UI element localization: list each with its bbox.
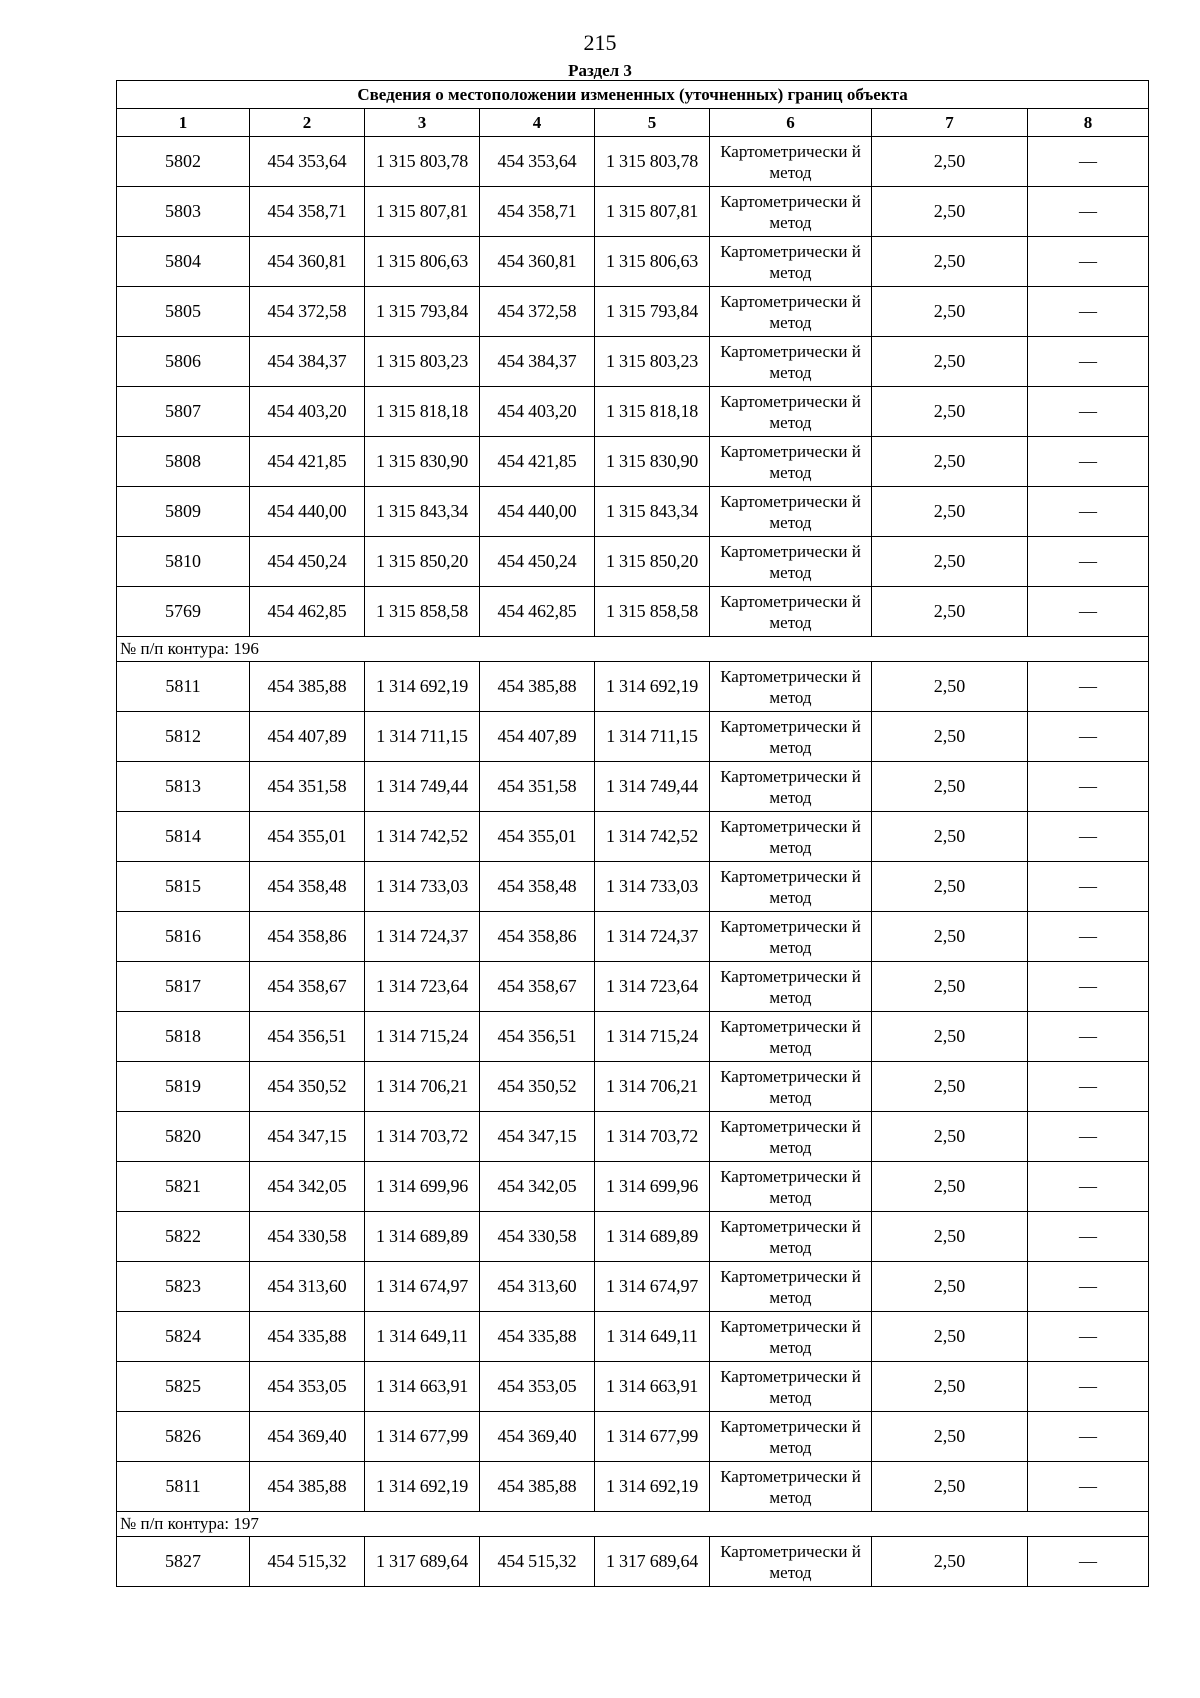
method-cell: Картометрически й метод [710, 762, 872, 812]
table-row [117, 537, 1149, 587]
point-number-cell: 5819 [117, 1062, 250, 1112]
contour-row [117, 1512, 1149, 1537]
table-row [117, 1412, 1149, 1462]
point-number-cell: 5812 [117, 712, 250, 762]
method-cell: Картометрически й метод [710, 1062, 872, 1112]
x-old-cell: 454 356,51 [250, 1012, 365, 1062]
point-number-cell: 5825 [117, 1362, 250, 1412]
note-cell: — [1028, 962, 1149, 1012]
y-old-cell: 1 315 858,58 [365, 587, 480, 637]
method-cell: Картометрически й метод [710, 1537, 872, 1587]
table-row [117, 287, 1149, 337]
accuracy-cell: 2,50 [872, 1062, 1028, 1112]
method-cell: Картометрически й метод [710, 387, 872, 437]
table-row [117, 137, 1149, 187]
accuracy-cell: 2,50 [872, 387, 1028, 437]
y-new-cell: 1 314 674,97 [595, 1262, 710, 1312]
table-row [117, 1262, 1149, 1312]
y-old-cell: 1 314 649,11 [365, 1312, 480, 1362]
y-new-cell: 1 314 706,21 [595, 1062, 710, 1112]
table-row [117, 487, 1149, 537]
accuracy-cell: 2,50 [872, 762, 1028, 812]
method-cell: Картометрически й метод [710, 662, 872, 712]
note-cell: — [1028, 137, 1149, 187]
column-header: 7 [872, 109, 1028, 137]
y-old-cell: 1 315 803,78 [365, 137, 480, 187]
x-new-cell: 454 355,01 [480, 812, 595, 862]
point-number-cell: 5827 [117, 1537, 250, 1587]
y-new-cell: 1 314 699,96 [595, 1162, 710, 1212]
point-number-cell: 5805 [117, 287, 250, 337]
x-new-cell: 454 372,58 [480, 287, 595, 337]
x-new-cell: 454 440,00 [480, 487, 595, 537]
x-old-cell: 454 353,64 [250, 137, 365, 187]
method-cell: Картометрически й метод [710, 537, 872, 587]
y-new-cell: 1 314 649,11 [595, 1312, 710, 1362]
method-cell: Картометрически й метод [710, 337, 872, 387]
table-title: Сведения о местоположении измененных (уточненных) границ объекта [117, 81, 1149, 109]
contour-label-text: № п/п контура: [120, 1514, 230, 1533]
point-number-cell: 5807 [117, 387, 250, 437]
x-old-cell: 454 421,85 [250, 437, 365, 487]
page-number: 215 [583, 30, 617, 55]
method-cell: Картометрически й метод [710, 1012, 872, 1062]
x-old-cell: 454 407,89 [250, 712, 365, 762]
y-new-cell: 1 314 663,91 [595, 1362, 710, 1412]
point-number-cell: 5811 [117, 1462, 250, 1512]
accuracy-cell: 2,50 [872, 1012, 1028, 1062]
accuracy-cell: 2,50 [872, 237, 1028, 287]
method-cell: Картометрически й метод [710, 1112, 872, 1162]
x-new-cell: 454 360,81 [480, 237, 595, 287]
y-old-cell: 1 314 677,99 [365, 1412, 480, 1462]
y-old-cell: 1 315 806,63 [365, 237, 480, 287]
x-new-cell: 454 351,58 [480, 762, 595, 812]
contour-label-text: № п/п контура: [120, 639, 230, 658]
x-new-cell: 454 350,52 [480, 1062, 595, 1112]
x-old-cell: 454 350,52 [250, 1062, 365, 1112]
x-new-cell: 454 353,05 [480, 1362, 595, 1412]
x-new-cell: 454 330,58 [480, 1212, 595, 1262]
note-cell: — [1028, 1262, 1149, 1312]
note-cell: — [1028, 437, 1149, 487]
point-number-cell: 5817 [117, 962, 250, 1012]
note-cell: — [1028, 1212, 1149, 1262]
point-number-cell: 5820 [117, 1112, 250, 1162]
x-new-cell: 454 335,88 [480, 1312, 595, 1362]
y-old-cell: 1 314 749,44 [365, 762, 480, 812]
x-new-cell: 454 515,32 [480, 1537, 595, 1587]
contour-number: 197 [233, 1514, 259, 1533]
x-old-cell: 454 372,58 [250, 287, 365, 337]
point-number-cell: 5824 [117, 1312, 250, 1362]
y-new-cell: 1 314 715,24 [595, 1012, 710, 1062]
y-new-cell: 1 314 724,37 [595, 912, 710, 962]
y-old-cell: 1 317 689,64 [365, 1537, 480, 1587]
method-cell: Картометрически й метод [710, 287, 872, 337]
method-cell: Картометрически й метод [710, 237, 872, 287]
x-old-cell: 454 335,88 [250, 1312, 365, 1362]
note-cell: — [1028, 1537, 1149, 1587]
y-old-cell: 1 315 843,34 [365, 487, 480, 537]
y-new-cell: 1 314 723,64 [595, 962, 710, 1012]
point-number-cell: 5806 [117, 337, 250, 387]
table-row [117, 1362, 1149, 1412]
x-new-cell: 454 450,24 [480, 537, 595, 587]
y-old-cell: 1 314 692,19 [365, 662, 480, 712]
method-cell: Картометрически й метод [710, 1212, 872, 1262]
table-row [117, 662, 1149, 712]
y-new-cell: 1 315 850,20 [595, 537, 710, 587]
y-old-cell: 1 314 723,64 [365, 962, 480, 1012]
x-old-cell: 454 515,32 [250, 1537, 365, 1587]
y-new-cell: 1 314 692,19 [595, 662, 710, 712]
table-row [117, 237, 1149, 287]
x-old-cell: 454 358,67 [250, 962, 365, 1012]
point-number-cell: 5809 [117, 487, 250, 537]
y-new-cell: 1 315 807,81 [595, 187, 710, 237]
y-old-cell: 1 314 742,52 [365, 812, 480, 862]
table-title-row [117, 81, 1149, 109]
x-new-cell: 454 403,20 [480, 387, 595, 437]
y-new-cell: 1 315 803,23 [595, 337, 710, 387]
contour-label [117, 1512, 1149, 1537]
y-old-cell: 1 314 692,19 [365, 1462, 480, 1512]
x-new-cell: 454 385,88 [480, 1462, 595, 1512]
note-cell: — [1028, 812, 1149, 862]
x-old-cell: 454 313,60 [250, 1262, 365, 1312]
accuracy-cell: 2,50 [872, 1362, 1028, 1412]
point-number-cell: 5821 [117, 1162, 250, 1212]
table-row [117, 812, 1149, 862]
note-cell: — [1028, 1462, 1149, 1512]
point-number-cell: 5769 [117, 587, 250, 637]
x-new-cell: 454 358,67 [480, 962, 595, 1012]
method-cell: Картометрически й метод [710, 1362, 872, 1412]
note-cell: — [1028, 287, 1149, 337]
y-old-cell: 1 314 663,91 [365, 1362, 480, 1412]
method-cell: Картометрически й метод [710, 1262, 872, 1312]
y-old-cell: 1 315 803,23 [365, 337, 480, 387]
table-row [117, 1312, 1149, 1362]
point-number-cell: 5815 [117, 862, 250, 912]
x-new-cell: 454 356,51 [480, 1012, 595, 1062]
contour-number: 196 [233, 639, 259, 658]
y-old-cell: 1 314 689,89 [365, 1212, 480, 1262]
method-cell: Картометрически й метод [710, 812, 872, 862]
x-old-cell: 454 358,71 [250, 187, 365, 237]
x-old-cell: 454 385,88 [250, 1462, 365, 1512]
boundary-coordinates-table [116, 80, 1149, 1587]
table-row [117, 1012, 1149, 1062]
accuracy-cell: 2,50 [872, 537, 1028, 587]
column-header: 8 [1028, 109, 1149, 137]
accuracy-cell: 2,50 [872, 912, 1028, 962]
y-new-cell: 1 314 733,03 [595, 862, 710, 912]
x-new-cell: 454 347,15 [480, 1112, 595, 1162]
x-new-cell: 454 342,05 [480, 1162, 595, 1212]
y-old-cell: 1 315 850,20 [365, 537, 480, 587]
accuracy-cell: 2,50 [872, 287, 1028, 337]
point-number-cell: 5802 [117, 137, 250, 187]
x-new-cell: 454 421,85 [480, 437, 595, 487]
x-new-cell: 454 407,89 [480, 712, 595, 762]
x-old-cell: 454 385,88 [250, 662, 365, 712]
method-cell: Картометрически й метод [710, 437, 872, 487]
x-old-cell: 454 342,05 [250, 1162, 365, 1212]
accuracy-cell: 2,50 [872, 712, 1028, 762]
note-cell: — [1028, 712, 1149, 762]
accuracy-cell: 2,50 [872, 587, 1028, 637]
table-row [117, 337, 1149, 387]
note-cell: — [1028, 537, 1149, 587]
table-row [117, 1112, 1149, 1162]
point-number-cell: 5816 [117, 912, 250, 962]
point-number-cell: 5813 [117, 762, 250, 812]
note-cell: — [1028, 337, 1149, 387]
note-cell: — [1028, 762, 1149, 812]
table-row [117, 1162, 1149, 1212]
y-old-cell: 1 315 807,81 [365, 187, 480, 237]
contour-row [117, 637, 1149, 662]
y-new-cell: 1 314 703,72 [595, 1112, 710, 1162]
table-row [117, 862, 1149, 912]
method-cell: Картометрически й метод [710, 1462, 872, 1512]
x-old-cell: 454 355,01 [250, 812, 365, 862]
y-old-cell: 1 314 724,37 [365, 912, 480, 962]
x-old-cell: 454 440,00 [250, 487, 365, 537]
y-new-cell: 1 315 803,78 [595, 137, 710, 187]
x-old-cell: 454 384,37 [250, 337, 365, 387]
table-row [117, 1062, 1149, 1112]
point-number-cell: 5823 [117, 1262, 250, 1312]
x-new-cell: 454 358,71 [480, 187, 595, 237]
point-number-cell: 5803 [117, 187, 250, 237]
point-number-cell: 5826 [117, 1412, 250, 1462]
y-old-cell: 1 314 674,97 [365, 1262, 480, 1312]
table-row [117, 962, 1149, 1012]
x-new-cell: 454 313,60 [480, 1262, 595, 1312]
x-old-cell: 454 358,48 [250, 862, 365, 912]
point-number-cell: 5808 [117, 437, 250, 487]
y-old-cell: 1 314 733,03 [365, 862, 480, 912]
y-new-cell: 1 315 818,18 [595, 387, 710, 437]
x-new-cell: 454 358,86 [480, 912, 595, 962]
x-old-cell: 454 330,58 [250, 1212, 365, 1262]
table-row [117, 912, 1149, 962]
y-new-cell: 1 315 806,63 [595, 237, 710, 287]
accuracy-cell: 2,50 [872, 1412, 1028, 1462]
x-old-cell: 454 462,85 [250, 587, 365, 637]
x-old-cell: 454 358,86 [250, 912, 365, 962]
y-new-cell: 1 315 858,58 [595, 587, 710, 637]
accuracy-cell: 2,50 [872, 662, 1028, 712]
method-cell: Картометрически й метод [710, 712, 872, 762]
note-cell: — [1028, 1412, 1149, 1462]
x-new-cell: 454 369,40 [480, 1412, 595, 1462]
point-number-cell: 5814 [117, 812, 250, 862]
table-row [117, 1537, 1149, 1587]
contour-label [117, 637, 1149, 662]
method-cell: Картометрически й метод [710, 912, 872, 962]
point-number-cell: 5810 [117, 537, 250, 587]
note-cell: — [1028, 587, 1149, 637]
column-header: 3 [365, 109, 480, 137]
accuracy-cell: 2,50 [872, 962, 1028, 1012]
point-number-cell: 5818 [117, 1012, 250, 1062]
x-new-cell: 454 358,48 [480, 862, 595, 912]
y-new-cell: 1 314 742,52 [595, 812, 710, 862]
table-row [117, 387, 1149, 437]
table-row [117, 187, 1149, 237]
column-header-row [117, 109, 1149, 137]
method-cell: Картометрически й метод [710, 1412, 872, 1462]
x-old-cell: 454 353,05 [250, 1362, 365, 1412]
note-cell: — [1028, 237, 1149, 287]
accuracy-cell: 2,50 [872, 862, 1028, 912]
note-cell: — [1028, 1312, 1149, 1362]
point-number-cell: 5811 [117, 662, 250, 712]
note-cell: — [1028, 662, 1149, 712]
accuracy-cell: 2,50 [872, 137, 1028, 187]
column-header: 4 [480, 109, 595, 137]
note-cell: — [1028, 862, 1149, 912]
y-old-cell: 1 314 706,21 [365, 1062, 480, 1112]
table-row [117, 1462, 1149, 1512]
table-row [117, 1212, 1149, 1262]
x-old-cell: 454 360,81 [250, 237, 365, 287]
x-new-cell: 454 353,64 [480, 137, 595, 187]
x-new-cell: 454 462,85 [480, 587, 595, 637]
table-row [117, 437, 1149, 487]
x-new-cell: 454 385,88 [480, 662, 595, 712]
method-cell: Картометрически й метод [710, 137, 872, 187]
accuracy-cell: 2,50 [872, 437, 1028, 487]
x-new-cell: 454 384,37 [480, 337, 595, 387]
method-cell: Картометрически й метод [710, 1312, 872, 1362]
method-cell: Картометрически й метод [710, 1162, 872, 1212]
note-cell: — [1028, 187, 1149, 237]
accuracy-cell: 2,50 [872, 1312, 1028, 1362]
accuracy-cell: 2,50 [872, 1537, 1028, 1587]
y-new-cell: 1 314 749,44 [595, 762, 710, 812]
y-old-cell: 1 315 793,84 [365, 287, 480, 337]
note-cell: — [1028, 1012, 1149, 1062]
y-old-cell: 1 314 715,24 [365, 1012, 480, 1062]
point-number-cell: 5822 [117, 1212, 250, 1262]
x-old-cell: 454 403,20 [250, 387, 365, 437]
y-old-cell: 1 315 830,90 [365, 437, 480, 487]
note-cell: — [1028, 387, 1149, 437]
column-header: 6 [710, 109, 872, 137]
note-cell: — [1028, 1062, 1149, 1112]
method-cell: Картометрически й метод [710, 487, 872, 537]
column-header: 2 [250, 109, 365, 137]
table-row [117, 762, 1149, 812]
accuracy-cell: 2,50 [872, 1112, 1028, 1162]
y-new-cell: 1 315 830,90 [595, 437, 710, 487]
accuracy-cell: 2,50 [872, 1162, 1028, 1212]
y-old-cell: 1 315 818,18 [365, 387, 480, 437]
accuracy-cell: 2,50 [872, 337, 1028, 387]
accuracy-cell: 2,50 [872, 1462, 1028, 1512]
point-number-cell: 5804 [117, 237, 250, 287]
column-header: 5 [595, 109, 710, 137]
note-cell: — [1028, 487, 1149, 537]
y-old-cell: 1 314 699,96 [365, 1162, 480, 1212]
method-cell: Картометрически й метод [710, 962, 872, 1012]
note-cell: — [1028, 912, 1149, 962]
section-label: Раздел 3 [568, 61, 632, 80]
y-old-cell: 1 314 703,72 [365, 1112, 480, 1162]
accuracy-cell: 2,50 [872, 1262, 1028, 1312]
note-cell: — [1028, 1112, 1149, 1162]
y-old-cell: 1 314 711,15 [365, 712, 480, 762]
x-old-cell: 454 450,24 [250, 537, 365, 587]
y-new-cell: 1 314 692,19 [595, 1462, 710, 1512]
x-old-cell: 454 347,15 [250, 1112, 365, 1162]
method-cell: Картометрически й метод [710, 587, 872, 637]
x-old-cell: 454 351,58 [250, 762, 365, 812]
accuracy-cell: 2,50 [872, 187, 1028, 237]
note-cell: — [1028, 1362, 1149, 1412]
table-row [117, 712, 1149, 762]
y-new-cell: 1 315 793,84 [595, 287, 710, 337]
y-new-cell: 1 314 677,99 [595, 1412, 710, 1462]
accuracy-cell: 2,50 [872, 812, 1028, 862]
method-cell: Картометрически й метод [710, 862, 872, 912]
y-new-cell: 1 315 843,34 [595, 487, 710, 537]
accuracy-cell: 2,50 [872, 487, 1028, 537]
y-new-cell: 1 314 689,89 [595, 1212, 710, 1262]
accuracy-cell: 2,50 [872, 1212, 1028, 1262]
y-new-cell: 1 314 711,15 [595, 712, 710, 762]
x-old-cell: 454 369,40 [250, 1412, 365, 1462]
table-row [117, 587, 1149, 637]
y-new-cell: 1 317 689,64 [595, 1537, 710, 1587]
note-cell: — [1028, 1162, 1149, 1212]
method-cell: Картометрически й метод [710, 187, 872, 237]
column-header: 1 [117, 109, 250, 137]
